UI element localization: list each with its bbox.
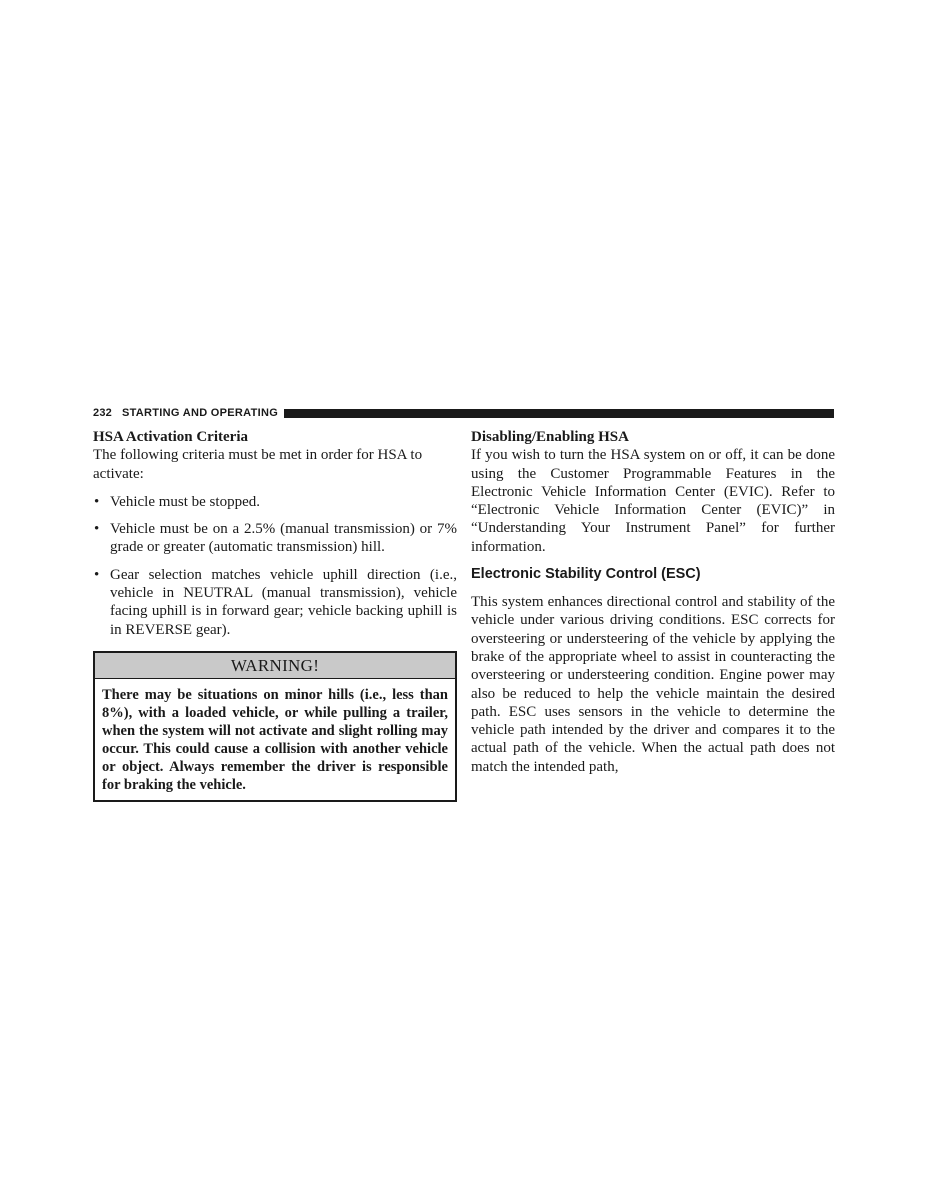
right-column (471, 428, 835, 776)
criteria-list (93, 493, 457, 639)
esc-paragraph: This system enhances directional control and stability of the vehicle under various driving conditions. ESC corrects for oversteering or understeering of the vehicle by applying the brake of the appropriate wheel to assist in counteracting the oversteering or understeering condition. Engine power may also be reduced to help the vehicle maintain the desired path. ESC uses sensors in the vehicle to determine the vehicle path intended by the driver and compares it to the actual path of the vehicle. When the actual path does not match the intended path, (471, 594, 835, 775)
warning-box (93, 651, 457, 802)
warning-body: There may be situations on minor hills (i.e., less than 8%), with a loaded vehicle, or while pulling a trailer, when the system will not activate and slight rolling may occur. This could cause a collision with another vehicle or object. Always remember the driver is responsible for braking the vehicle. (102, 686, 448, 793)
page-header (93, 406, 834, 420)
list-item-text: Vehicle must be on a 2.5% (manual transmission) or 7% grade or greater (automatic transmission) hill. (110, 521, 457, 556)
list-item (93, 566, 457, 639)
bullet-icon: • (94, 493, 100, 510)
hsa-activation-heading: HSA Activation Criteria (93, 429, 248, 445)
left-column (93, 428, 457, 802)
bullet-icon: • (94, 521, 100, 538)
warning-title: WARNING! (95, 653, 455, 679)
list-item (93, 493, 457, 511)
disabling-enabling-paragraph: If you wish to turn the HSA system on or off, it can be done using the Customer Programmable Features in the Electronic Vehicle Information Center (EVIC). Refer to “Electronic Vehicle Information Center (EVIC)” in “Understanding Your Instrument Panel” for further information. (471, 447, 835, 555)
page-number: 232 (93, 407, 112, 419)
hsa-activation-intro: The following criteria must be met in order for HSA to activate: (93, 447, 423, 482)
esc-heading: Electronic Stability Control (ESC) (471, 566, 701, 583)
section-title: STARTING AND OPERATING (121, 407, 279, 419)
list-item (93, 520, 457, 557)
list-item-text: Gear selection matches vehicle uphill direction (i.e., vehicle in NEUTRAL (manual transmission), vehicle facing uphill is in forward gear; vehicle backing uphill is in REVERSE gear). (110, 566, 457, 638)
bullet-icon: • (94, 566, 100, 583)
header-rule (284, 409, 834, 418)
disabling-enabling-heading: Disabling/Enabling HSA (471, 429, 629, 445)
list-item-text: Vehicle must be stopped. (110, 493, 260, 510)
